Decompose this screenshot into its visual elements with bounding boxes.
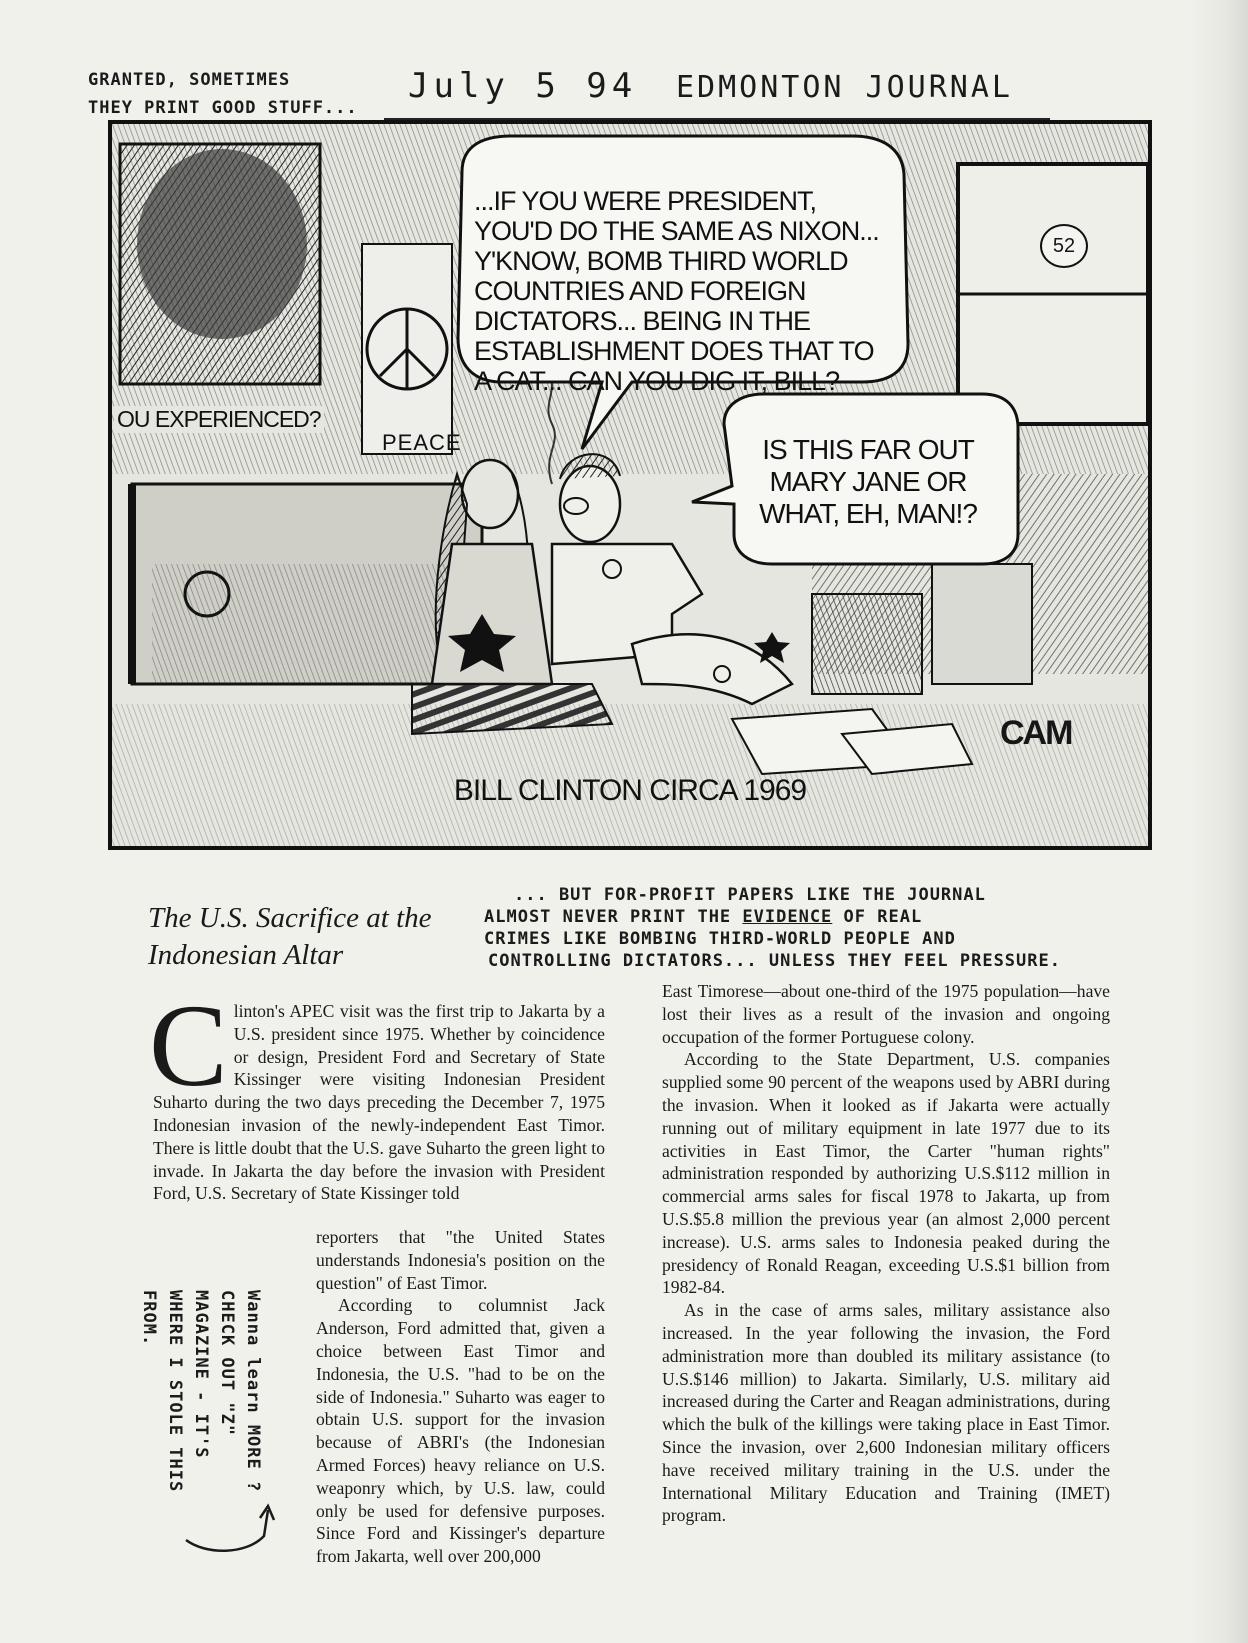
article-column-left-top	[149, 980, 605, 1205]
poster-label-peace: PEACE	[382, 430, 462, 455]
handwritten-line: ALMOST NEVER PRINT THE	[484, 907, 743, 927]
handwritten-line: ... BUT FOR-PROFIT PAPERS LIKE THE JOURNAL	[514, 885, 986, 905]
cartoon-caption: BILL CLINTON CIRCA 1969	[453, 774, 807, 807]
handwritten-note-top-left	[88, 66, 358, 122]
handwritten-line: CHECK OUT "Z"	[217, 1290, 237, 1437]
article-column-right	[662, 980, 1110, 1527]
drop-cap: C	[149, 980, 228, 1111]
article-paragraph: As in the case of arms sales, military assistance also increased. In the year following the invasion, the Ford administration more than doubled its military assistance (to U.S.$146 million) to Jakarta. Similarly, U.S. military aid increased during the Carter and Reagan administrations, during which the bulk of the killings were taking place in East Timor. Since the invasion, over 2,600 Indonesian military officers have received military training in the U.S. under the International Military Education and Training (IMET) program.	[662, 1300, 1110, 1526]
handwritten-line: Wanna learn MORE ?	[243, 1290, 263, 1493]
page-edge-shadow	[1188, 0, 1248, 1643]
handwritten-arrow-icon	[176, 1500, 286, 1560]
handwritten-note-middle	[484, 884, 1134, 972]
article-paragraph: linton's APEC visit was the first trip to Jakarta by a U.S. president since 1975. Whether by coincidence or design, President Ford and Secretary of State Kissinger were visiting Indonesian President Suharto during the two days preceding the December 7, 1975 Indonesian invasion of the newly-independent East Timor. There is little doubt that the U.S. gave Suharto the green light to invade. In Jakarta the day before the invasion with President Ford, U.S. Secretary of State Kissinger told	[153, 1001, 605, 1204]
article-paragraph: According to columnist Jack Anderson, Ford admitted that, given a choice between East Timor and Indonesia, the U.S. "had to be on the side of Indonesia." Suharto was eager to obtain U.S. support for the invasion because of ABRI's (the Indonesian Armed Forces) heavy reliance on U.S. weaponry which, by U.S. law, could only be used for defensive purposes. Since Ford and Kissinger's departure from Jakarta, well over 200,000	[316, 1295, 605, 1567]
handwritten-line: CRIMES LIKE BOMBING THIRD-WORLD PEOPLE AND	[484, 929, 956, 949]
page-number-badge: 52	[1040, 224, 1088, 268]
handwritten-line: THEY PRINT GOOD STUFF...	[88, 98, 358, 118]
article-headline: The U.S. Sacrifice at the Indonesian Altar	[148, 902, 432, 971]
speech-bubble-2-text: IS THIS FAR OUT MARY JANE OR WHAT, EH, MAN!?	[759, 434, 977, 529]
editorial-cartoon	[108, 120, 1152, 850]
handwritten-line: OF REAL	[832, 907, 923, 927]
handwritten-line: MAGAZINE - IT'S	[191, 1290, 211, 1459]
handwritten-line: CONTROLLING DICTATORS... UNLESS THEY FEEL PRESSURE.	[488, 951, 1061, 971]
article-paragraph: reporters that "the United States understands Indonesia's position on the question" of East Timor.	[316, 1227, 605, 1293]
artist-signature: CAM	[1000, 714, 1072, 752]
handwritten-note-side	[120, 1290, 270, 1530]
article-paragraph: According to the State Department, U.S. companies supplied some 90 percent of the weapons used by ABRI during the invasion. When it looked as if Jakarta were actually running out of military equipment in late 1977 due to its activities in East Timor, the Carter "human rights" administration responded by authorizing U.S.$112 million in commercial arms sales for fiscal 1978 to Jakarta, up from U.S.$5.8 million the previous year (an almost 2,000 percent increase). U.S. arms sales to Indonesia peaked during the presidency of Ronald Reagan, exceeding U.S.$1 billion from 1982-84.	[662, 1049, 1110, 1298]
handwritten-underlined-word: EVIDENCE	[742, 907, 833, 927]
article-column-left-bottom	[316, 1226, 605, 1568]
poster-label-experienced: OU EXPERIENCED?	[114, 406, 324, 433]
handwritten-source: EDMONTON JOURNAL	[676, 70, 1013, 105]
handwritten-line: WHERE I STOLE THIS	[165, 1290, 185, 1493]
speech-bubble-1-text: ...IF YOU WERE PRESIDENT, YOU'D DO THE SAME AS NIXON... Y'KNOW, BOMB THIRD WORLD COUNTRIES AND FOREIGN DICTATORS... BEING IN THE ESTABLISHMENT DOES THAT TO A CAT... CAN YOU DIG IT, BILL?	[474, 186, 879, 396]
handwritten-line: GRANTED, SOMETIMES	[88, 70, 291, 90]
handwritten-line: FROM.	[139, 1290, 159, 1347]
article-paragraph: East Timorese—about one-third of the 1975 population—have lost their lives as a result of the invasion and ongoing occupation of the former Portuguese colony.	[662, 981, 1110, 1047]
handwritten-date: July 5 94	[408, 66, 638, 106]
